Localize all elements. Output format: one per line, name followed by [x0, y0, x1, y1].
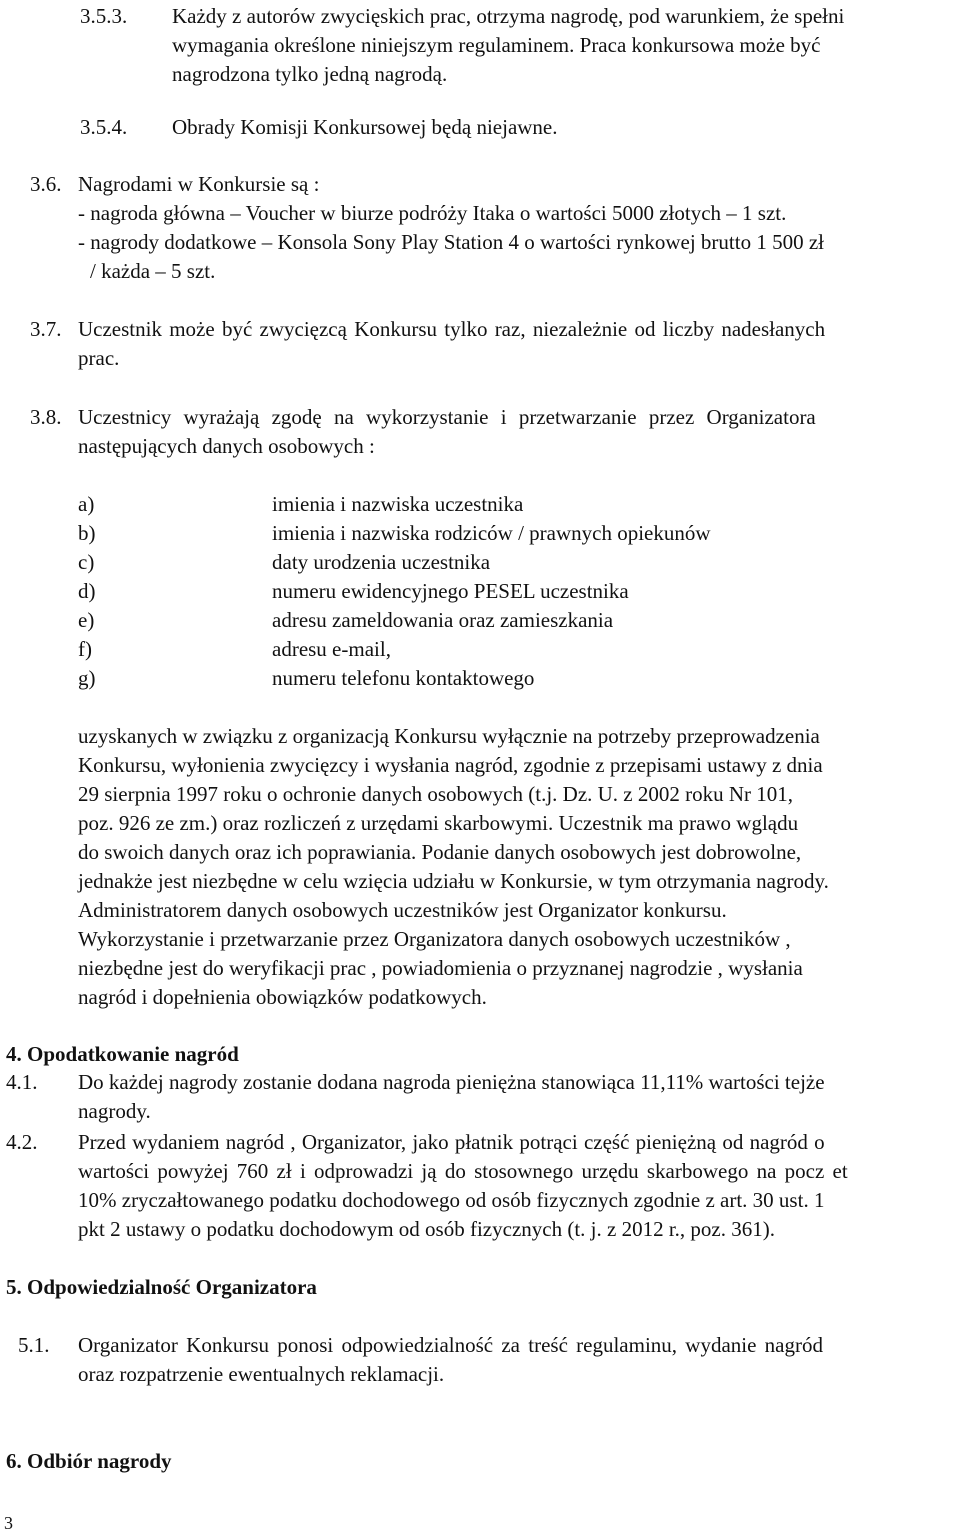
section-4-2-line-3: 10% zryczałtowanego podatku dochodowego od osób fizycznych zgodnie z art. 30 ust. 1	[78, 1188, 825, 1212]
list-item-letter-b: b)	[78, 521, 96, 545]
section-3-5-4-text: Obrady Komisji Konkursowej będą niejawne.	[172, 115, 558, 139]
list-item-letter-d: d)	[78, 579, 96, 603]
section-4-2-line-1: Przed wydaniem nagród , Organizator, jako płatnik potrąci część pieniężną od nagród o	[78, 1130, 825, 1154]
list-item-text-g: numeru telefonu kontaktowego	[272, 666, 535, 690]
section-3-7-line-2: prac.	[78, 346, 120, 370]
section-number-3-5-3: 3.5.3.	[80, 4, 128, 28]
consent-paragraph-line-4: poz. 926 ze zm.) oraz rozliczeń z urzędami skarbowymi. Uczestnik ma prawo wglądu	[78, 811, 799, 835]
section-3-8-line-1: Uczestnicy wyrażają zgodę na wykorzystanie i przetwarzanie przez Organizatora	[78, 405, 816, 429]
list-item-letter-c: c)	[78, 550, 95, 574]
list-item-text-d: numeru ewidencyjnego PESEL uczestnika	[272, 579, 629, 603]
section-3-6-line-4: / każda – 5 szt.	[90, 259, 216, 283]
section-5-1-line-1: Organizator Konkursu ponosi odpowiedzialność za treść regulaminu, wydanie nagród	[78, 1333, 823, 1357]
section-4-2-line-4: pkt 2 ustawy o podatku dochodowym od osób fizycznych (t. j. z 2012 r., poz. 361).	[78, 1217, 775, 1241]
list-item-text-a: imienia i nazwiska uczestnika	[272, 492, 524, 516]
heading-5-responsibility: 5. Odpowiedzialność Organizatora	[6, 1275, 317, 1299]
section-number-5-1: 5.1.	[18, 1333, 50, 1357]
section-4-1-line-1: Do każdej nagrody zostanie dodana nagroda pieniężna stanowiąca 11,11% wartości tejże	[78, 1070, 825, 1094]
section-3-6-line-2: - nagroda główna – Voucher w biurze podróży Itaka o wartości 5000 złotych – 1 szt.	[78, 201, 787, 225]
section-3-7-line-1: Uczestnik może być zwycięzcą Konkursu tylko raz, niezależnie od liczby nadesłanych	[78, 317, 826, 341]
section-3-5-3-line-1: Każdy z autorów zwycięskich prac, otrzyma nagrodę, pod warunkiem, że spełni	[172, 4, 845, 28]
section-4-2-line-2: wartości powyżej 760 zł i odprowadzi ją do stosownego urzędu skarbowego na pocz et	[78, 1159, 848, 1183]
list-item-letter-f: f)	[78, 637, 92, 661]
consent-paragraph-line-8: Wykorzystanie i przetwarzanie przez Organizatora danych osobowych uczestników ,	[78, 927, 791, 951]
section-number-4-2: 4.2.	[6, 1130, 38, 1154]
consent-paragraph-line-6: jednakże jest niezbędne w celu wzięcia udziału w Konkursie, w tym otrzymania nagrody.	[78, 869, 829, 893]
consent-paragraph-line-2: Konkursu, wyłonienia zwycięzcy i wysłania nagród, zgodnie z przepisami ustawy z dnia	[78, 753, 823, 777]
section-number-3-6: 3.6.	[30, 172, 62, 196]
section-number-3-8: 3.8.	[30, 405, 62, 429]
section-4-1-line-2: nagrody.	[78, 1099, 151, 1123]
section-3-5-3-line-2: wymagania określone niniejszym regulaminem. Praca konkursowa może być	[172, 33, 821, 57]
consent-paragraph-line-7: Administratorem danych osobowych uczestników jest Organizator konkursu.	[78, 898, 727, 922]
section-5-1-line-2: oraz rozpatrzenie ewentualnych reklamacji.	[78, 1362, 445, 1386]
heading-6-prize-collection: 6. Odbiór nagrody	[6, 1449, 172, 1473]
list-item-text-b: imienia i nazwiska rodziców / prawnych opiekunów	[272, 521, 711, 545]
list-item-text-e: adresu zameldowania oraz zamieszkania	[272, 608, 614, 632]
consent-paragraph-line-5: do swoich danych oraz ich poprawiania. Podanie danych osobowych jest dobrowolne,	[78, 840, 802, 864]
list-item-text-f: adresu e-mail,	[272, 637, 391, 661]
consent-paragraph-line-1: uzyskanych w związku z organizacją Konkursu wyłącznie na potrzeby przeprowadzenia	[78, 724, 820, 748]
section-3-6-line-3: - nagrody dodatkowe – Konsola Sony Play Station 4 o wartości rynkowej brutto 1 500 zł	[78, 230, 824, 254]
list-item-letter-g: g)	[78, 666, 96, 690]
consent-paragraph-line-10: nagród i dopełnienia obowiązków podatkowych.	[78, 985, 487, 1009]
list-item-text-c: daty urodzenia uczestnika	[272, 550, 491, 574]
section-number-3-7: 3.7.	[30, 317, 62, 341]
consent-paragraph-line-3: 29 sierpnia 1997 roku o ochronie danych osobowych (t.j. Dz. U. z 2002 roku Nr 101,	[78, 782, 794, 806]
section-3-6-line-1: Nagrodami w Konkursie są :	[78, 172, 320, 196]
section-number-4-1: 4.1.	[6, 1070, 38, 1094]
section-3-8-line-2: następujących danych osobowych :	[78, 434, 375, 458]
list-item-letter-e: e)	[78, 608, 95, 632]
consent-paragraph-line-9: niezbędne jest do weryfikacji prac , powiadomienia o przyznanej nagrodzie , wysłania	[78, 956, 803, 980]
section-3-5-3-line-3: nagrodzona tylko jedną nagrodą.	[172, 62, 448, 86]
list-item-letter-a: a)	[78, 492, 95, 516]
heading-4-taxation: 4. Opodatkowanie nagród	[6, 1042, 239, 1066]
section-number-3-5-4: 3.5.4.	[80, 115, 128, 139]
page-number: 3	[4, 1513, 13, 1533]
